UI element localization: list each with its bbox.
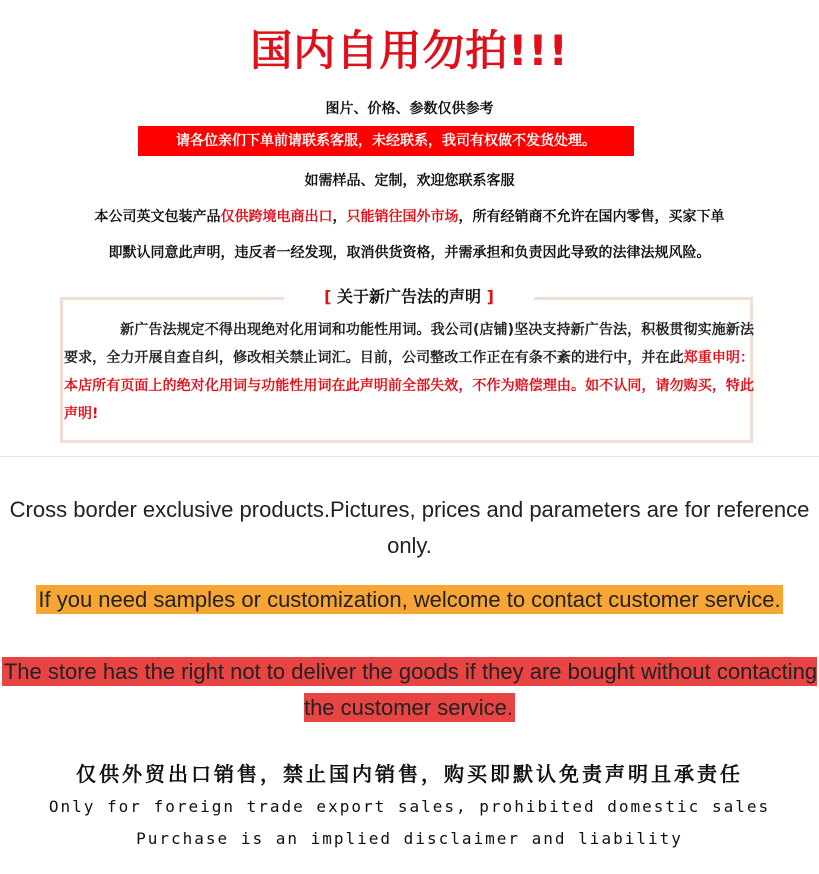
english-reference-paragraph: Cross border exclusive products.Pictures, prices and parameters are for reference only. [9,497,810,558]
export-text-d: 只能销往国外市场 [346,209,459,225]
export-text-e: ，所有经销商不允许在国内零售，买家下单 [458,209,725,225]
delivery-highlight: The store has the right not to deliver the goods if they are bought without contacting the customer service. [3,659,818,720]
bracket-left: [ [324,287,332,306]
english-delivery-paragraph [0,654,819,726]
sample-highlight: If you need samples or customization, welcome to contact customer service. [38,587,781,612]
ad-law-notice-title [284,284,534,310]
export-text-a: 本公司英文包装产品 [94,209,221,225]
english-sample-paragraph [0,582,819,618]
page-title: 国内自用勿拍!!! [250,26,569,75]
bracket-right: ] [486,287,494,306]
export-only-disclaimer-en: Only for foreign trade export sales, prohibited domestic sales [48,797,771,816]
export-only-line [0,206,819,226]
sample-customization-line: 如需样品、定制，欢迎您联系客服 [304,173,515,189]
export-text-b: 仅供跨境电商出口 [220,209,333,225]
export-text-c: ， [332,209,347,225]
notice-title-text: 关于新广告法的声明 [336,287,481,306]
ad-law-notice-body [64,316,754,428]
export-only-disclaimer-cn: 仅供外贸出口销售，禁止国内销售，购买即默认免责声明且承责任 [76,762,743,786]
consent-line: 即默认同意此声明，违反者一经发现，取消供货资格，并需承担和负责因此导致的法律法规风险。 [108,245,711,261]
contact-warning-banner: 请各位亲们下单前请联系客服，未经联系，我司有权做不发货处理。 [138,126,634,156]
notice-body-red-text: 郑重申明：本店所有页面上的绝对化用词与功能性用词在此声明前全部失效，不作为赔偿理由。如不认同，请勿购买，特此声明! [64,350,755,422]
notice-body-text: 新广告法规定不得出现绝对化用词和功能性用词。我公司(店铺)坚决支持新广告法，积极贯彻实施新法要求，全力开展自查自纠，修改相关禁止词汇。目前，公司整改工作正在有条不紊的进行中，并在此 [64,322,754,366]
section-divider [0,456,819,457]
reference-only-line: 图片、价格、参数仅供参考 [325,101,494,117]
purchase-disclaimer-en: Purchase is an implied disclaimer and liability [136,829,683,848]
